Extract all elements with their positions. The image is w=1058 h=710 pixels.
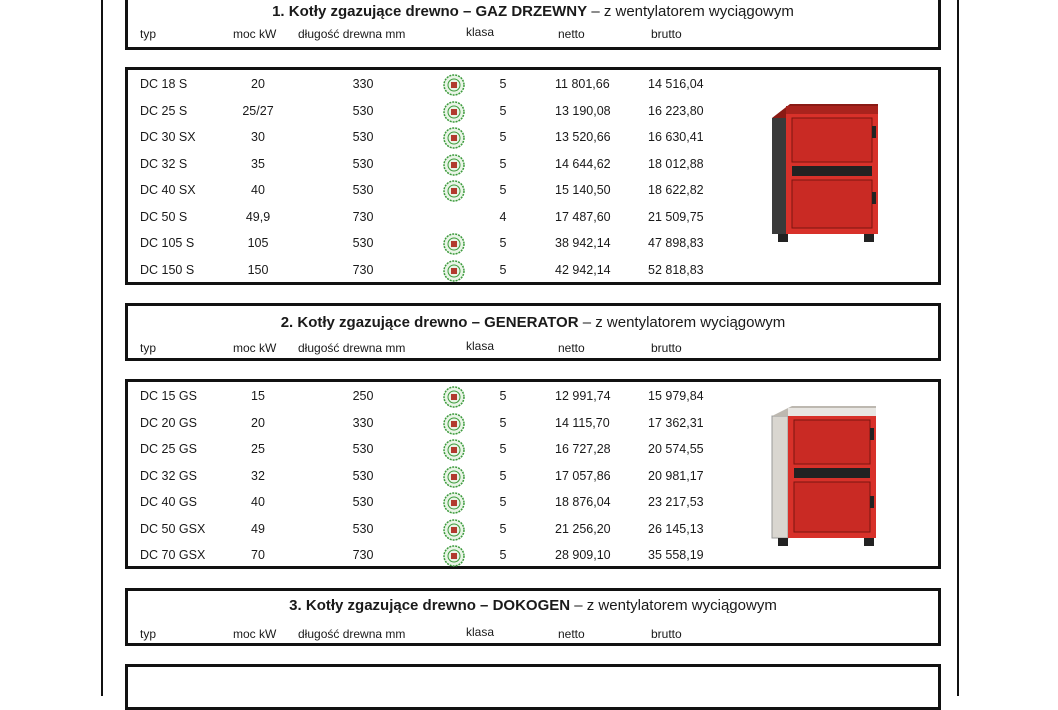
cell-brutto: 23 217,53	[648, 495, 704, 509]
cell-netto: 12 991,74	[555, 389, 611, 403]
table-row	[128, 125, 748, 151]
cell-typ: DC 40 GS	[140, 495, 197, 509]
cell-typ: DC 105 S	[140, 236, 195, 250]
cell-length: 530	[352, 442, 374, 456]
section-3-header	[125, 588, 941, 646]
cell-typ: DC 50 S	[140, 209, 188, 224]
certificate-icon	[443, 74, 465, 96]
table-row	[128, 258, 748, 284]
col-header-moc: moc kW	[233, 27, 277, 41]
cell-netto: 21 256,20	[555, 521, 611, 536]
cell-moc: 40	[251, 183, 265, 197]
cell-length: 730	[352, 548, 374, 562]
cell-netto: 13 520,66	[555, 130, 611, 144]
cell-length: 730	[352, 262, 374, 277]
col-header-typ: typ	[140, 27, 157, 41]
cell-length: 530	[352, 468, 374, 483]
col-header-netto: netto	[558, 627, 585, 641]
cell-moc: 30	[251, 130, 265, 144]
cell-moc: 105	[247, 236, 269, 250]
cell-length: 330	[352, 415, 374, 430]
certificate-icon	[443, 466, 465, 488]
cell-length: 530	[352, 130, 374, 144]
cell-typ: DC 25 S	[140, 103, 188, 118]
cell-typ: DC 25 GS	[140, 442, 197, 456]
cell-klasa: 5	[499, 548, 507, 562]
table-row	[128, 384, 748, 410]
cell-brutto: 15 979,84	[648, 389, 704, 403]
cell-moc: 15	[251, 389, 265, 403]
cell-typ: DC 15 GS	[140, 389, 197, 403]
table-row	[128, 205, 748, 231]
cell-brutto: 47 898,83	[648, 236, 704, 250]
certificate-icon	[443, 413, 465, 435]
cell-klasa: 5	[499, 103, 507, 118]
cell-netto: 17 057,86	[555, 468, 611, 483]
col-header-moc: moc kW	[233, 627, 277, 641]
cell-netto: 18 876,04	[555, 495, 611, 509]
cell-netto: 11 801,66	[555, 77, 610, 91]
col-header-netto: netto	[558, 341, 585, 355]
cell-length: 530	[352, 156, 374, 171]
boiler-image-2	[768, 402, 886, 548]
table-row	[128, 490, 748, 516]
section-3-table	[125, 664, 941, 710]
cell-klasa: 5	[499, 389, 507, 403]
cell-length: 330	[352, 77, 374, 91]
cell-klasa: 4	[499, 209, 507, 224]
cell-netto: 14 644,62	[555, 156, 611, 171]
section-3-title: 3. Kotły zgazujące drewno – DOKOGEN – z wentylatorem wyciągowym	[289, 597, 777, 614]
cell-brutto: 18 622,82	[648, 183, 704, 197]
cell-typ: DC 40 SX	[140, 183, 196, 197]
cell-netto: 42 942,14	[555, 262, 611, 277]
cell-brutto: 20 981,17	[648, 468, 704, 483]
cell-moc: 25/27	[242, 103, 274, 118]
cell-brutto: 16 630,41	[648, 130, 704, 144]
section-1-table	[125, 67, 941, 285]
cell-typ: DC 32 S	[140, 156, 188, 171]
col-header-brutto: brutto	[651, 341, 682, 355]
table-row	[128, 517, 748, 543]
section-2-header	[125, 303, 941, 361]
cell-brutto: 17 362,31	[648, 415, 704, 430]
table-row	[128, 99, 748, 125]
cell-length: 530	[352, 521, 374, 536]
cell-brutto: 14 516,04	[648, 77, 704, 91]
certificate-icon	[443, 154, 465, 176]
certificate-icon	[443, 180, 465, 202]
cell-klasa: 5	[499, 415, 507, 430]
cell-brutto: 20 574,55	[648, 442, 704, 456]
certificate-icon	[443, 492, 465, 514]
cell-netto: 15 140,50	[555, 183, 611, 197]
cell-typ: DC 20 GS	[140, 415, 197, 430]
cell-brutto: 16 223,80	[648, 103, 704, 118]
cell-typ: DC 150 S	[140, 262, 195, 277]
cell-klasa: 5	[499, 183, 507, 197]
certificate-icon	[443, 260, 465, 282]
cell-length: 530	[352, 236, 374, 250]
col-header-klasa: klasa	[466, 339, 495, 353]
cell-klasa: 5	[499, 442, 507, 456]
cell-typ: DC 70 GSX	[140, 548, 206, 562]
cell-klasa: 5	[499, 236, 507, 250]
cell-typ: DC 32 GS	[140, 468, 197, 483]
col-header-brutto: brutto	[651, 627, 682, 641]
table-row	[128, 464, 748, 490]
cell-moc: 32	[251, 468, 265, 483]
cell-klasa: 5	[499, 77, 507, 91]
cell-moc: 150	[247, 262, 269, 277]
cell-brutto: 52 818,83	[648, 262, 704, 277]
cell-moc: 25	[251, 442, 265, 456]
cell-typ: DC 30 SX	[140, 130, 196, 144]
cell-netto: 13 190,08	[555, 103, 611, 118]
certificate-icon	[443, 519, 465, 541]
cell-klasa: 5	[499, 156, 507, 171]
cell-netto: 38 942,14	[555, 236, 611, 250]
cell-brutto: 26 145,13	[648, 521, 704, 536]
col-header-klasa: klasa	[466, 625, 495, 639]
cell-length: 730	[352, 209, 374, 224]
table-row	[128, 411, 748, 437]
certificate-icon	[443, 233, 465, 255]
table-row	[128, 543, 748, 569]
cell-moc: 20	[251, 415, 265, 430]
col-header-typ: typ	[140, 627, 157, 641]
cell-moc: 40	[251, 495, 265, 509]
certificate-icon	[443, 545, 465, 567]
certificate-icon	[443, 101, 465, 123]
col-header-brutto: brutto	[651, 27, 682, 41]
cell-typ: DC 50 GSX	[140, 521, 206, 536]
cell-klasa: 5	[499, 468, 507, 483]
cell-brutto: 35 558,19	[648, 548, 704, 562]
cell-moc: 49,9	[245, 209, 271, 224]
cell-moc: 49	[251, 521, 265, 536]
col-header-len: długość drewna mm	[298, 341, 406, 355]
certificate-icon	[443, 127, 465, 149]
cell-length: 250	[352, 389, 374, 403]
cell-moc: 35	[251, 156, 265, 171]
col-header-klasa: klasa	[466, 25, 495, 39]
table-row	[128, 152, 748, 178]
cell-netto: 16 727,28	[555, 442, 611, 456]
boiler-image-1	[768, 96, 886, 244]
cell-klasa: 5	[499, 130, 507, 144]
table-row	[128, 231, 748, 257]
cell-brutto: 21 509,75	[648, 209, 704, 224]
cell-klasa: 5	[499, 495, 507, 509]
table-row	[128, 437, 748, 463]
cell-netto: 28 909,10	[555, 548, 611, 562]
col-header-netto: netto	[558, 27, 585, 41]
section-2-table	[125, 379, 941, 569]
cell-klasa: 5	[499, 262, 507, 277]
cell-length: 530	[352, 495, 374, 509]
cell-length: 530	[352, 183, 374, 197]
col-header-len: długość drewna mm	[298, 27, 406, 41]
cell-netto: 14 115,70	[555, 415, 610, 430]
cell-moc: 20	[251, 77, 265, 91]
table-row	[128, 72, 748, 98]
col-header-typ: typ	[140, 341, 157, 355]
section-1-header	[125, 0, 941, 50]
cell-moc: 70	[251, 548, 265, 562]
table-row	[128, 178, 748, 204]
cell-length: 530	[352, 103, 374, 118]
col-header-moc: moc kW	[233, 341, 277, 355]
cell-typ: DC 18 S	[140, 77, 188, 91]
cell-netto: 17 487,60	[555, 209, 611, 224]
certificate-icon	[443, 386, 465, 408]
certificate-icon	[443, 439, 465, 461]
section-2-title: 2. Kotły zgazujące drewno – GENERATOR – z wentylatorem wyciągowym	[280, 314, 786, 331]
col-header-len: długość drewna mm	[298, 627, 406, 641]
cell-klasa: 5	[499, 521, 507, 536]
section-1-title: 1. Kotły zgazujące drewno – GAZ DRZEWNY – z wentylatorem wyciągowym	[272, 3, 794, 20]
cell-brutto: 18 012,88	[648, 156, 704, 171]
